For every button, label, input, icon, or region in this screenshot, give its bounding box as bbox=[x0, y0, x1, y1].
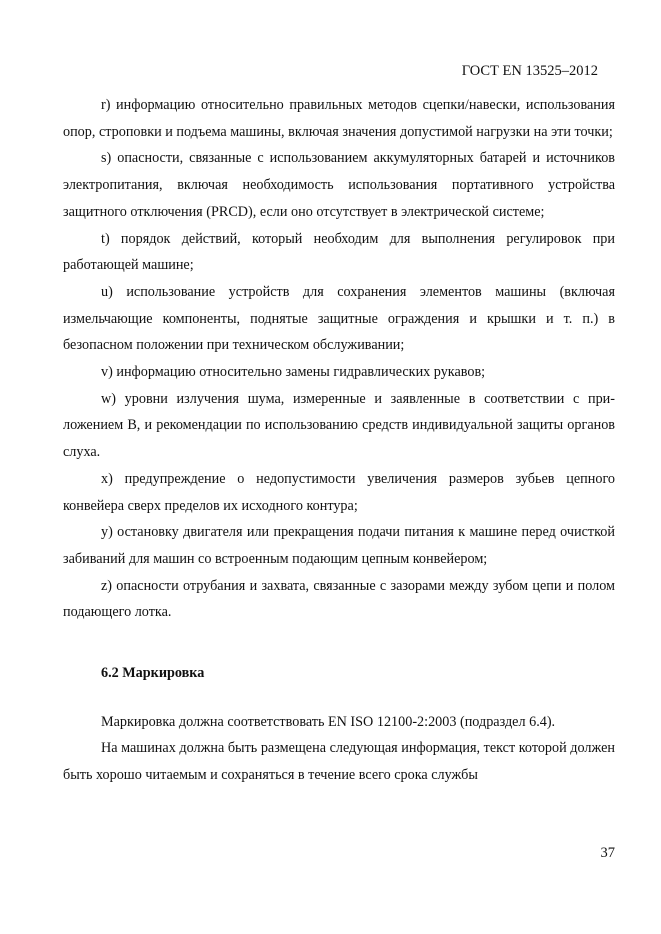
list-item-u: u) использование устройств для сохранения элементов машины (включая измельчающие компоненты, поднятые защитные ограждения и крышки и т. п.) в безопасном положении при техническом обслуживании; bbox=[63, 283, 615, 354]
section-paragraph: Маркировка должна соответствовать EN ISO 12100-2:2003 (подраздел 6.4). bbox=[101, 713, 556, 730]
list-item-s: s) опасности, связанные с использованием аккумуляторных батарей и источников электропитания, включая необходимость использования портативного устройства защитного отключения (PRCD), если оно отсутствует в электрической системе; bbox=[63, 150, 615, 220]
list-item-r: r) информацию относительно правильных методов сцепки/навески, использования опор, строповки и подъема машины, включая значения допустимой нагрузки на эти точки; bbox=[63, 97, 615, 140]
list-item-w: w) уровни излучения шума, измеренные и заявленные в соответствии с приложением В, и рекомендации по использованию средств индивидуальной защиты органов слуха. bbox=[63, 390, 615, 461]
list-item-y: y) остановку двигателя или прекращения подачи питания к машине перед очисткой забиваний для машин со встроенным подающим цепным конвейером; bbox=[63, 524, 615, 567]
list-item-v: v) информацию относительно замены гидравлических рукавов; bbox=[101, 364, 486, 381]
section-heading: 6.2 Маркировка bbox=[101, 665, 205, 682]
list-item-z: z) опасности отрубания и захвата, связанные с зазорами между зубом цепи и полом подающего лотка. bbox=[63, 577, 615, 621]
list-item-t: t) порядок действий, который необходим для выполнения регулировок при работающей машине; bbox=[63, 230, 615, 274]
list-item-x: x) предупреждение о недопустимости увеличения размеров зубьев цепного конвейера сверх пределов их исходного контура; bbox=[63, 470, 615, 514]
instructions-list bbox=[63, 92, 615, 626]
standard-code-header: ГОСТ EN 13525–2012 bbox=[461, 63, 598, 79]
page-content bbox=[63, 92, 615, 789]
section-paragraph: На машинах должна быть размещена следующая информация, текст которой должен быть хорошо читаемым и сохраняться в течение всего срока службы bbox=[63, 740, 615, 784]
page-number: 37 bbox=[600, 845, 615, 861]
